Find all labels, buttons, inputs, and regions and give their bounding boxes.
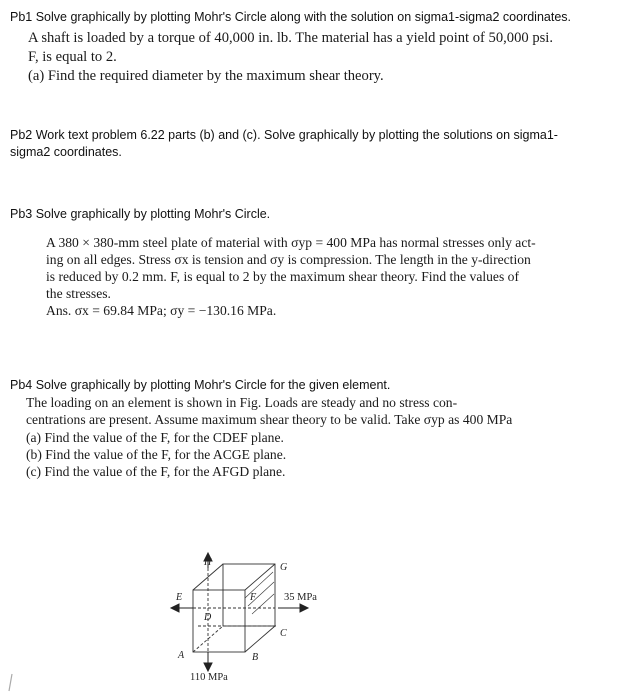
pb1-line1: A shaft is loaded by a torque of 40,000 in. lb. The material has a yield point of 50,000 psi. [28, 30, 554, 46]
pb3-line3: is reduced by 0.2 mm. F, is equal to 2 by the maximum shear theory. Find the values of [46, 269, 519, 284]
label-h: H [204, 557, 212, 568]
label-c: C [280, 628, 287, 639]
pb3-line2: ing on all edges. Stress σx is tension and σy is compression. The length in the y-direction [46, 252, 531, 267]
stress-label-bottom: 110 MPa [190, 672, 228, 683]
pb3-line1: A 380 × 380-mm steel plate of material with σyp = 400 MPa has normal stresses only act- [46, 235, 536, 250]
pb3-header: Pb3 Solve graphically by plotting Mohr's Circle. [10, 207, 271, 221]
pb1-line2: F, is equal to 2. [28, 49, 117, 65]
pb4-item-c: (c) Find the value of the F, for the AFGD plane. [26, 464, 286, 479]
stress-label-side: 35 MPa [284, 592, 317, 603]
pb4-line2: centrations are present. Assume maximum shear theory to be valid. Take σyp as 400 MPa [26, 412, 513, 427]
pb2-line1: Pb2 Work text problem 6.22 parts (b) and (c). Solve graphically by plotting the solutions on sigma1- [10, 128, 558, 142]
cube-back-face [223, 564, 275, 626]
label-d: D [204, 612, 212, 623]
pb4-item-b: (b) Find the value of the F, for the ACGE plane. [26, 447, 287, 462]
cube-front-face [193, 590, 245, 652]
pb1-header: Pb1 Solve graphically by plotting Mohr's Circle along with the solution on sigma1-sigma2 coordinates. [10, 10, 572, 24]
stray-mark-icon [6, 672, 16, 694]
pb2-line2: sigma2 coordinates. [10, 145, 122, 159]
label-g: G [280, 562, 288, 573]
label-a: A [178, 650, 185, 661]
label-b: B [252, 652, 259, 663]
pb4-header: Pb4 Solve graphically by plotting Mohr's Circle for the given element. [10, 378, 391, 392]
pb4-item-a: (a) Find the value of the F, for the CDEF plane. [26, 430, 284, 445]
pb3-answer: Ans. σx = 69.84 MPa; σy = −130.16 MPa. [46, 303, 277, 318]
label-f: F [250, 592, 257, 603]
pb4-line1: The loading on an element is shown in Fig. Loads are steady and no stress con- [26, 395, 458, 410]
label-e: E [176, 592, 183, 603]
pb1-line3: (a) Find the required diameter by the maximum shear theory. [28, 68, 384, 84]
pb3-line4: the stresses. [46, 286, 111, 301]
stress-element-figure [168, 548, 348, 688]
